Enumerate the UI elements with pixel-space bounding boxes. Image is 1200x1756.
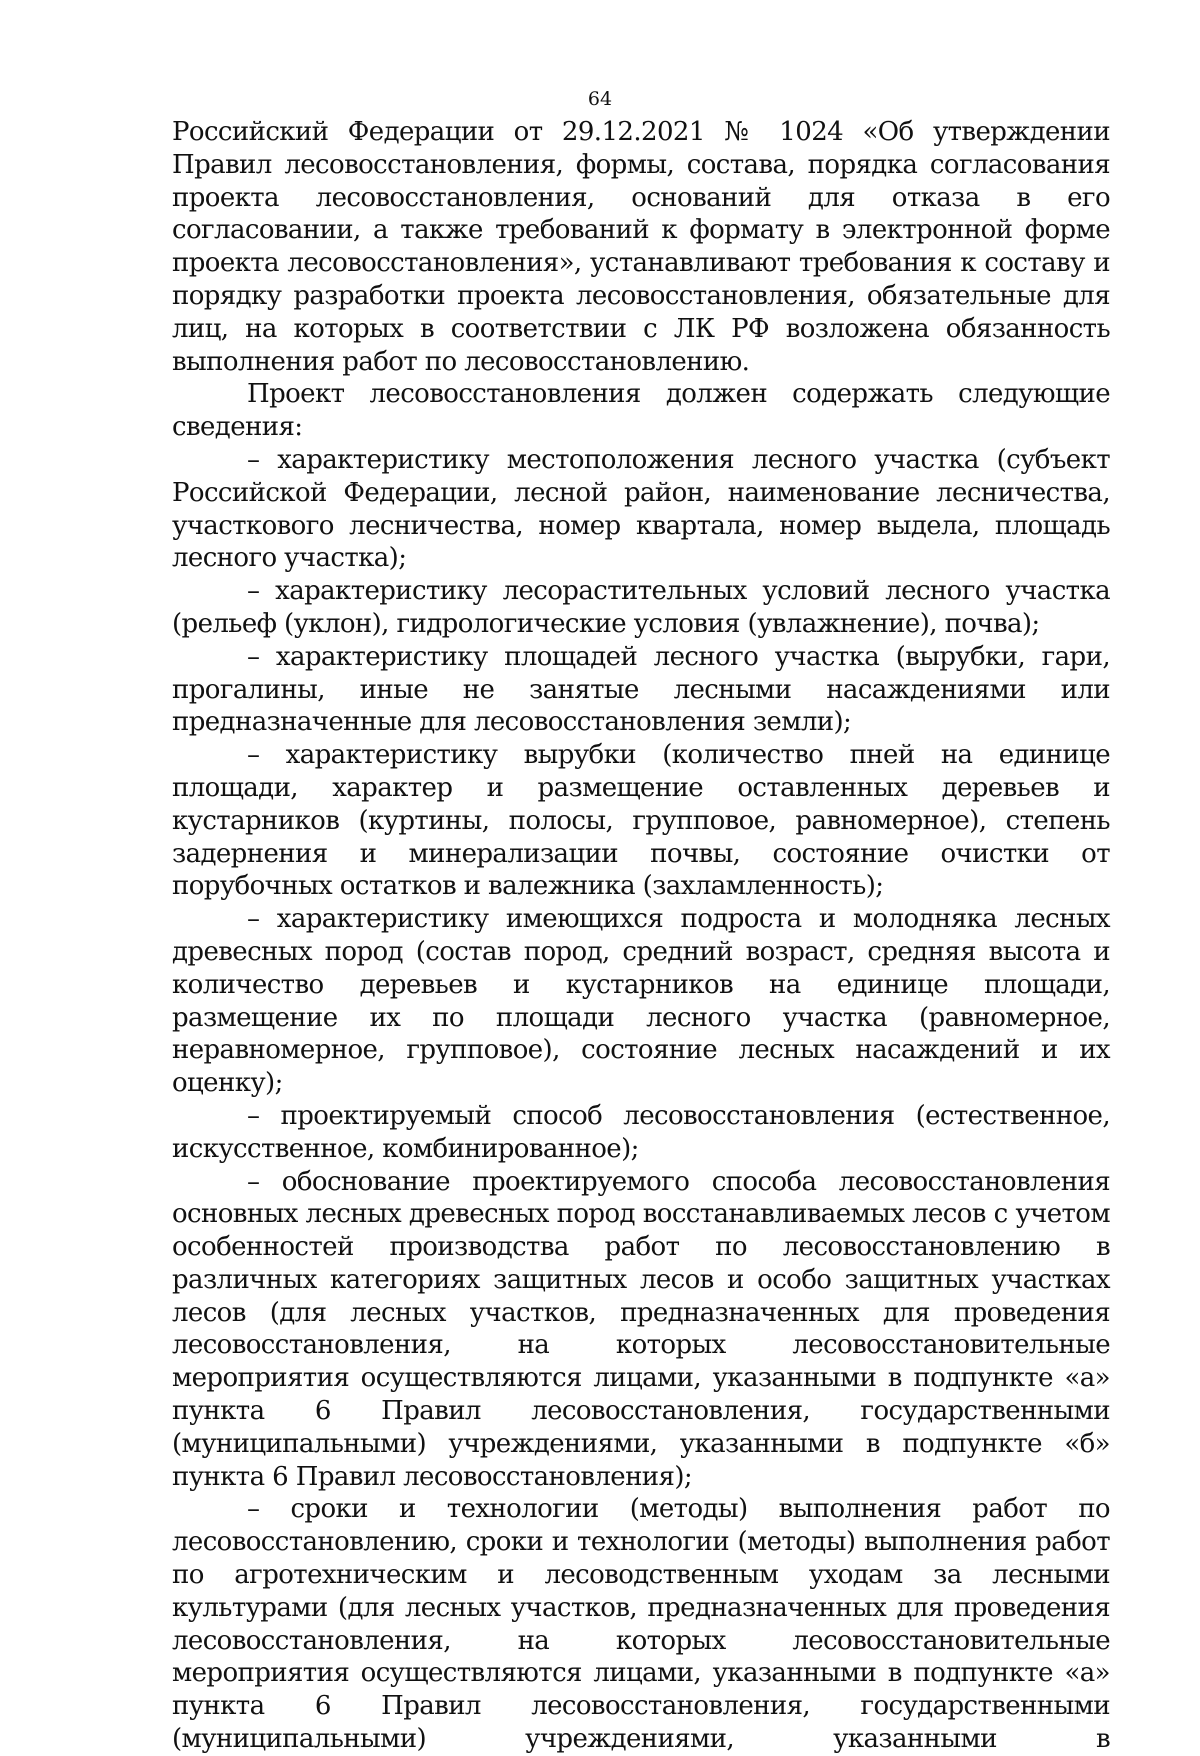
list-item-growing-conditions: – характеристику лесорастительных условий лесного участка (рельеф (уклон), гидрологические условия (увлажнение), почва); [172,576,1110,639]
document-body [172,116,1110,1756]
list-item-timing: – сроки и технологии (методы) выполнения работ по лесовосстановлению, сроки и технологии (методы) выполнения работ по агротехническим и лесоводственным уходам за лесными культурами (для лесных участков, предназначенных для проведения лесовосстановления, на которых лесовосстановительные мероприятия осуществляются лицами, указанными в подпункте «а» пункта 6 Правил лесовосстановления, государственными (муниципальными) учреждениями, указанными в [172,1494,1110,1755]
page-number: 64 [587,88,613,110]
paragraph-project-contents: Проект лесовосстановления должен содержать следующие сведения: [172,379,1110,443]
list-item-clearcut: – характеристику вырубки (количество пней на единице площади, характер и размещение оставленных деревьев и кустарников (куртины, полосы, групповое, равномерное), степень задернения и минерализации почвы, состояние очистки от порубочных остатков и валежника (захламленность); [172,740,1110,902]
paragraph-intro: Российский Федерации от 29.12.2021 № 1024 «Об утверждении Правил лесовосстановления, формы, состава, порядка согласования проекта лесовосстановления, оснований для отказа в его согласовании, а также требований к формату в электронной форме проекта лесовосстановления», устанавливают требования к составу и порядку разработки проекта лесовосстановления, обязательные для лиц, на которых в соответствии с ЛК РФ возложена обязанность выполнения работ по лесовосстановлению. [172,117,1110,377]
list-item-location: – характеристику местоположения лесного участка (субъект Российской Федерации, лесной район, наименование лесничества, участкового лесничества, номер квартала, номер выдела, площадь лесного участка); [172,444,1110,574]
list-item-areas: – характеристику площадей лесного участка (вырубки, гари, прогалины, иные не занятые лесными насаждениями или предназначенные для лесовосстановления земли); [172,641,1110,738]
list-item-justification: – обоснование проектируемого способа лесовосстановления основных лесных древесных пород восстанавливаемых лесов с учетом особенностей производства работ по лесовосстановлению в различных категориях защитных лесов и особо защитных участках лесов (для лесных участков, предназначенных для проведения лесовосстановления, на которых лесовосстановительные мероприятия осуществляются лицами, указанными в подпункте «а» пункта 6 Правил лесовосстановления, государственными (муниципальными) учреждениями, указанными в подпункте «б» пункта 6 Правил лесовосстановления); [172,1166,1110,1492]
list-item-method: – проектируемый способ лесовосстановления (естественное, искусственное, комбинированное); [172,1100,1110,1164]
list-item-undergrowth: – характеристику имеющихся подроста и молодняка лесных древесных пород (состав пород, средний возраст, средняя высота и количество деревьев и кустарников на единице площади, размещение их по площади лесного участка (равномерное, неравномерное, групповое), состояние лесных насаждений и их оценку); [172,904,1110,1099]
